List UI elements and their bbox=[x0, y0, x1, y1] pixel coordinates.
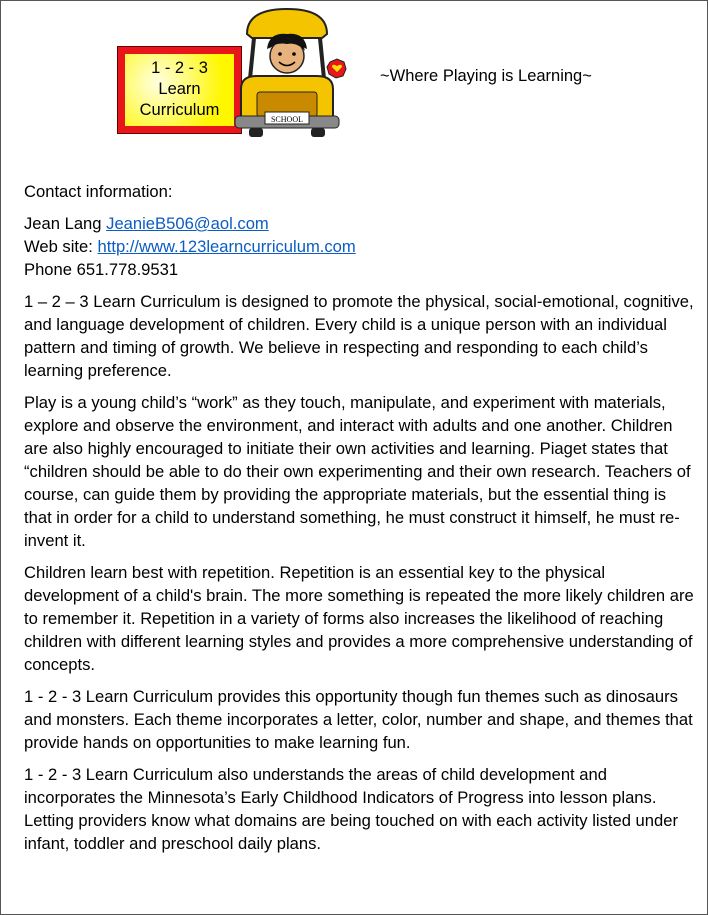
paragraph: 1 – 2 – 3 Learn Curriculum is designed to promote the physical, social-emotional, cognitive, and language development of children. Every child is a unique person with an individual pattern and timing of growth. We believe in respecting and responding to each child’s learning preference. bbox=[24, 292, 694, 380]
contact-name: Jean Lang bbox=[24, 214, 102, 233]
website-link[interactable]: http://www.123learncurriculum.com bbox=[97, 237, 356, 256]
logo-sign bbox=[117, 46, 242, 134]
paragraph: 1 - 2 - 3 Learn Curriculum provides this opportunity though fun themes such as dinosaurs and monsters. Each theme incorporates a letter, color, number and shape, and themes that provide hands on opportunities to make learning fun. bbox=[24, 687, 693, 752]
phone: Phone 651.778.9531 bbox=[24, 260, 179, 279]
document-body bbox=[24, 180, 696, 864]
paragraph: 1 - 2 - 3 Learn Curriculum also understands the areas of child development and incorporates the Minnesota’s Early Childhood Indicators of Progress into lesson plans. Letting providers know what domains are being touched on with each activity listed under infant, toddler and preschool daily plans. bbox=[24, 765, 678, 853]
logo-line-3: Curriculum bbox=[139, 101, 220, 119]
email-link[interactable]: JeanieB506@aol.com bbox=[106, 214, 269, 233]
contact-details bbox=[24, 212, 696, 281]
website-label: Web site: bbox=[24, 237, 93, 256]
school-bus-icon bbox=[227, 4, 347, 139]
paragraph: Children learn best with repetition. Repetition is an essential key to the physical development of a child's brain. The more something is repeated the more likely children are to remember it. Repetition in a variety of forms also increases the likelihood of reaching children with different learning styles and provides a more comprehensive understanding of concepts. bbox=[24, 563, 694, 674]
contact-heading: Contact information: bbox=[24, 182, 173, 201]
logo-line-1: 1 - 2 - 3 bbox=[151, 59, 208, 77]
logo-line-2: Learn bbox=[158, 80, 201, 98]
bus-sign: SCHOOL bbox=[270, 115, 304, 124]
logo bbox=[117, 4, 347, 139]
paragraph: Play is a young child’s “work” as they touch, manipulate, and experiment with materials, explore and observe the environment, and interact with adults and one another. Children are also highly encouraged to initiate their own activities and learning. Piaget states that “children should be able to do their own experimenting and their own research. Teachers of course, can guide them by providing the appropriate materials, but the essential thing is that in order for a child to understand something, he must construct it himself, he must re-invent it. bbox=[24, 393, 691, 550]
tagline: ~Where Playing is Learning~ bbox=[380, 67, 592, 85]
